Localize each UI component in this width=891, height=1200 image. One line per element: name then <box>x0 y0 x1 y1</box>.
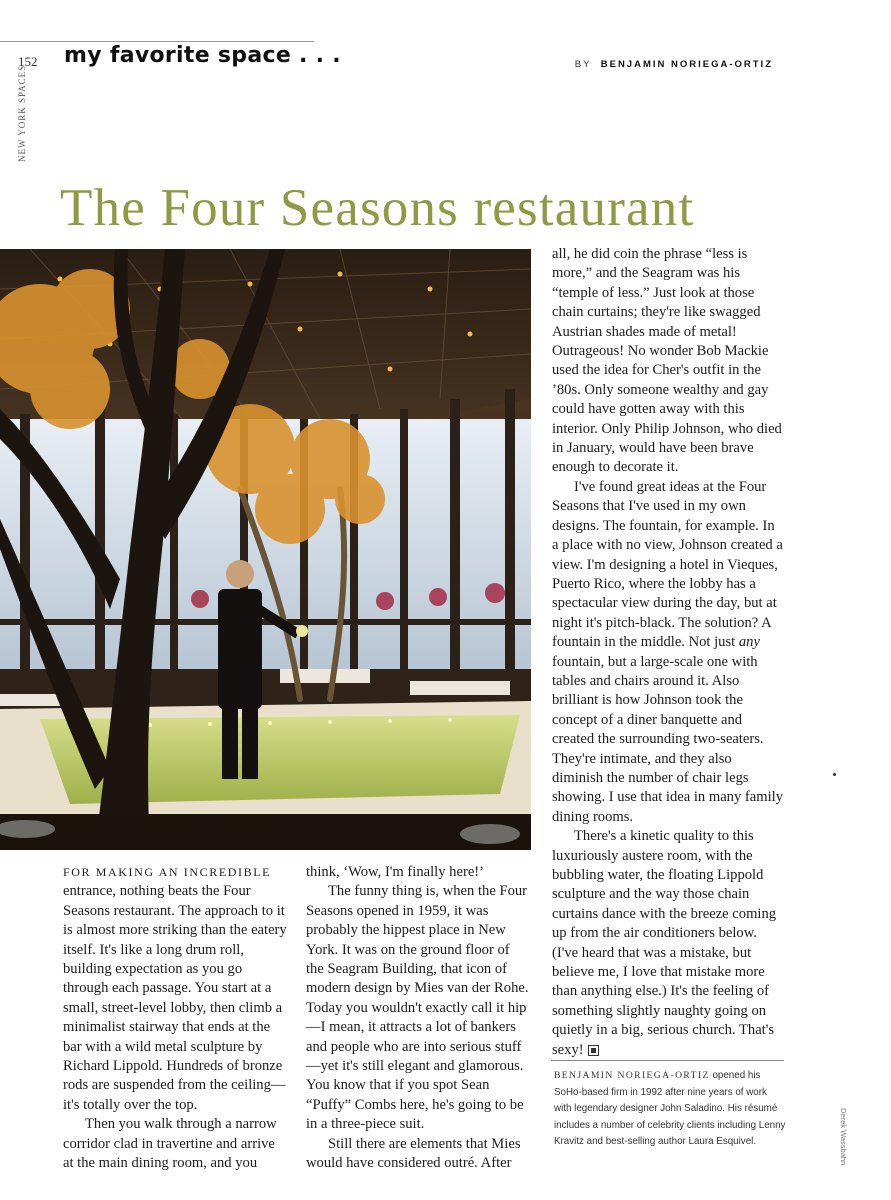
paragraph-text: There's a kinetic quality to this luxuriously austere room, with the bubbling water, the floating Lippold sculpture and the way those chain curtains dance with the breeze coming up from the air conditioners below. (I've heard that was a mistake, but believe me, I love that mistake more than anything else.) It's the feeling of something slightly naughty going on quietly in a big, serious church. That's sexy! <box>552 828 777 1058</box>
photo-illustration <box>0 249 531 850</box>
end-mark-icon <box>588 1045 599 1056</box>
bio-rule <box>551 1060 784 1061</box>
byline-prefix: BY <box>574 59 592 70</box>
paragraph: all, he did coin the phrase “less is more,” and the Seagram was his “temple of less.” Just look at those chain curtains; they're like swagged Austrian shades made of metal! Outrageous! No wonder Bob Mackie used the idea for Cher's outfit in the ’80s. Only someone wealthy and gay could have gotten away with this interior. Only Philip Johnson, who died in January, would have been brave enough to decorate it. <box>552 246 782 476</box>
lead-in: FOR MAKING AN INCREDIBLE <box>63 865 272 879</box>
paragraph-text: I've found great ideas at the Four Seasons that I've used in my own designs. The fountain, for example. In a place with no view, Johnson created a view. I'm designing a hotel in Vieques, Puerto Rico, where the lobby has a spectacular view during the day, but at night it's pitch-black. The solution? A fountain in the middle. Not just <box>552 478 783 651</box>
paragraph <box>552 827 784 1060</box>
emphasis: any <box>738 634 760 651</box>
author-bio <box>554 1068 786 1151</box>
paragraph: Then you walk through a narrow corridor clad in travertine and arrive at the main dining room, and you <box>63 1116 277 1172</box>
page-number: 152 <box>18 54 38 69</box>
paragraph <box>552 478 784 827</box>
article-column-3 <box>552 245 784 1060</box>
paragraph <box>63 863 287 1115</box>
paragraph-text: fountain, but a large-scale one with tables and chairs around it. Also brilliant is how Johnson took the concept of a diner banquette and created the surrounding two-seaters. They're intimate, and they also diminish the number of chair legs showing. I use that idea in many family dining rooms. <box>552 653 784 825</box>
byline-author: BENJAMIN NORIEGA-ORTIZ <box>600 59 773 70</box>
top-rule <box>0 41 314 42</box>
paragraph: Still there are elements that Mies would have considered outré. After <box>306 1135 521 1172</box>
article-column-1 <box>63 863 287 1174</box>
stray-dot <box>833 773 836 776</box>
bio-name: BENJAMIN NORIEGA-ORTIZ <box>554 1070 710 1081</box>
restaurant-photo <box>0 249 531 850</box>
article-column-2 <box>306 863 530 1174</box>
magazine-label: NEW YORK SPACES <box>17 64 27 162</box>
paragraph-text: entrance, nothing beats the Four Seasons restaurant. The approach to it is almost more striking than the eatery itself. It's like a long drum roll, building expectation as you go through each passage. You start at a small, street-level lobby, then climb a minimalist stairway that ends at the bar with a wild metal sculpture by Richard Lippold. Hundreds of bronze rods are suspended from the ceiling—it's totally over the top. <box>63 883 287 1113</box>
section-title: my favorite space . . . <box>64 43 341 68</box>
headline: The Four Seasons restaurant <box>60 179 695 237</box>
byline <box>575 59 773 70</box>
photo-credit: Derek Wassbahn <box>839 1108 848 1166</box>
paragraph: think, ‘Wow, I'm finally here!’ <box>306 864 485 880</box>
paragraph: The funny thing is, when the Four Seasons opened in 1959, it was probably the hippest place in New York. It was on the ground floor of the Seagram Building, that icon of modern design by Mies van der Rohe. Today you wouldn't exactly call it hip—I mean, it attracts a lot of bankers and people who are into serious stuff—yet it's still elegant and glamorous. You know that if you spot Sean “Puffy” Combs here, he's going to be in a three-piece suit. <box>306 883 529 1133</box>
bio-text: opened his SoHo-based firm in 1992 after nine years of work with legendary designer John Saladino. His résumé includes a number of celebrity clients including Lenny Kravitz and best-selling author Laura Esquivel. <box>554 1070 786 1148</box>
